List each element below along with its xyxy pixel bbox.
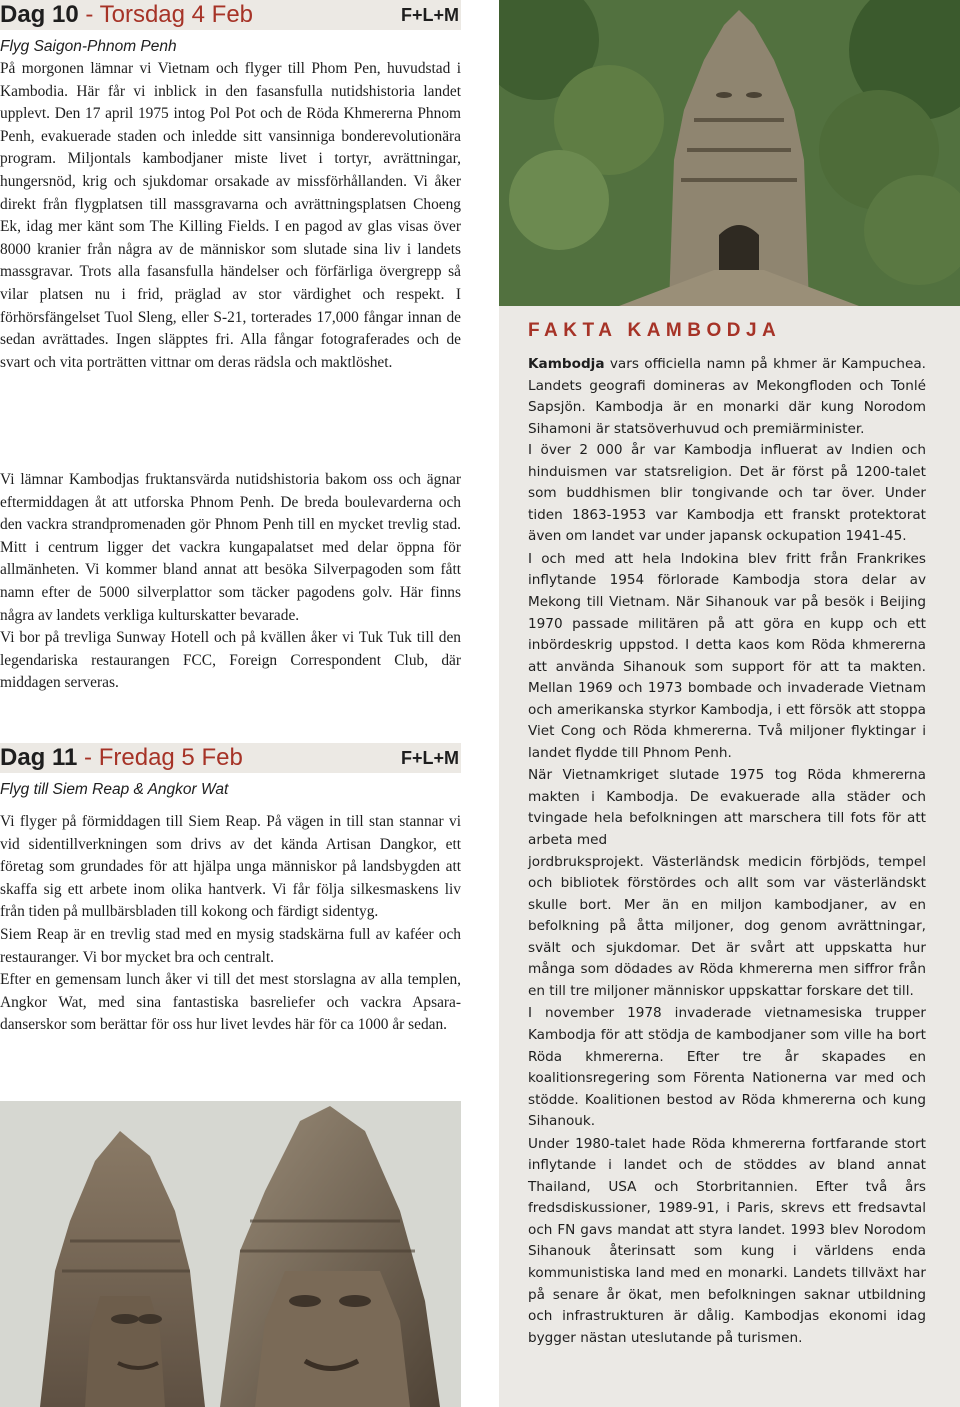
fakta-paragraph-1 <box>528 354 926 440</box>
bayon-faces-illustration <box>0 1101 461 1407</box>
day11-header <box>0 743 461 773</box>
day10-section <box>0 0 461 59</box>
bayon-faces-photo <box>0 1101 461 1407</box>
fakta-title: FAKTA KAMBODJA <box>528 320 782 341</box>
angkor-gate-illustration <box>499 0 960 306</box>
day10-body <box>0 58 461 374</box>
day10-title-number: Dag 10 <box>0 1 79 28</box>
day10-header <box>0 0 461 30</box>
day11-title-number: Dag 11 <box>0 744 78 771</box>
day10-paragraph-3: Vi bor på trevliga Sunway Hotell och på kvällen åker vi Tuk Tuk till den legendariska restaurangen FCC, Foreign Correspondent Club, där middagen serveras. <box>0 629 461 692</box>
day11-paragraph-3: Efter en gemensam lunch åker vi till det mest storslagna av alla templen, Angkor Wat, med sina fantastiska basreliefer och vackra Apsara-danserskor som berättar för oss hur livet levdes här för ca 1000 år sedan. <box>0 971 461 1034</box>
day10-meals: F+L+M <box>400 5 459 25</box>
fakta-box <box>499 306 960 1407</box>
day10-title <box>0 0 253 30</box>
day11-body <box>0 811 461 1037</box>
day10-paragraph-2: Vi lämnar Kambodjas fruktansvärda nutidshistoria bakom oss och ägnar eftermiddagen åt att utforska Phnom Penh. De breda boulevarderna och den vackra strandpromenaden gör Phnom Penh till en mycket trevlig stad. Mitt i centrum ligger det vackra kungapalatset med delar öppna för allmänheten. Vi kommer bland annat att besöka Silverpagoden som fått namn efter de 5000 silverplattor som täcker pagodens golv. Här finns några av landets verkliga kulturskatter bevarade. <box>0 471 461 624</box>
fakta-paragraph-5: jordbruksprojekt. Västerländsk medicin förbjöds, tempel och bibliotek förstördes och allt som var västerländskt skulle bort. Mer än en miljon kambodjaner, av en befolkning på åtta miljoner, dog genom avrättningar, svält och sjukdomar. Det är svårt att uppskatta hur många som dödades av Röda khmererna men siffror från en till tre miljoner människor uppskattar forskare det till. <box>528 853 926 999</box>
day11-subtitle: Flyg till Siem Reap & Angkor Wat <box>0 781 229 798</box>
fakta-paragraph-6: I november 1978 invaderade vietnamesiska trupper Kambodja för att stödja de kambodjaner som ville ha bort Röda khmererna. Efter tre år skapades en koalitionsregering som Förenta Nationerna var med och stödde. Koalitionen bestod av Röda khmererna och kung Sihanouk. <box>528 1005 926 1130</box>
day11-meals: F+L+M <box>400 748 459 768</box>
fakta-paragraph-4: När Vietnamkriget slutade 1975 tog Röda khmererna makten i Kambodja. De evakuerade alla städer och tvingade hela befolkningen att marschera till fots för att arbeta med <box>528 767 926 849</box>
day10-title-date: - Torsdag 4 Feb <box>78 1 254 28</box>
day11-section <box>0 743 461 802</box>
day10-paragraph-1: På morgonen lämnar vi Vietnam och flyger till Phom Pen, huvudstad i Kambodia. Här får vi inblick in den fasansfulla nutidshistoria landet upplevt. Den 17 april 1975 intog Pol Pot och de Röda Khmererna Phnom Penh, evakuerade staden och inledde sitt vansinniga bonderevolutionära program. Miljontals kambodjaner miste livet i tortyr, avrättningar, hungersnöd, krig och sjukdomar orsakade av missförhållanden. Vi åker direkt från flygplatsen till massgravarna och avrättningsplatsen Choeng Ek, idag mer känt som The Killing Fields. I en pagod av glas visas över 8000 kranier från några av de människor som slutade sina liv i landets massgravar. Trots alla fasansfulla händelser och förfärliga övergrepp så vilar platsen nu i frid, präglad av stor värdighet och respekt. I förhörsfängelset Tuol Sleng, eller S-21, torterades 17,000 fångar innan de sedan avrättades. Ingen släpptes fri. Alla fångar fotograferades och de svart och vita porträtten vittnar om deras rädsla och maktlöshet. <box>0 60 461 371</box>
fakta-paragraph-2: I över 2 000 år var Kambodja influerat av Indien och hinduismen var statsreligion. Det är först på 1200-talet som buddhismen blir tongivande och tar över. Under tiden 1863-1953 var Kambodja ett franskt protektorat även om landet var under japansk ockupation 1941-45. <box>528 442 926 545</box>
day11-title-date: - Fredag 5 Feb <box>77 744 243 771</box>
fakta-lead: Kambodja <box>528 356 605 372</box>
day11-paragraph-1: Vi flyger på förmiddagen till Siem Reap. På vägen in till stan stannar vi vid sidentillverkningen som drivs av det kända Artisan Dangkor, ett företag som grundades för att hjälpa unga människor på landsbygden att skaffa sig ett arbete inom olika hantverk. Vi får följa silkesmaskens liv från tiden på mullbärsbladen till kokong och färdigt sidentyg. <box>0 813 461 921</box>
fakta-paragraph-3: I och med att hela Indokina blev fritt från Frankrikes inflytande 1954 förlorade Kambodja stora delar av Mekong till Vietnam. När Sihanouk var på besök i Beijing 1970 passade militären på att göra en kupp och ett inbördeskrig uppstod. I detta kaos kom Röda khmererna att använda Sihanouk som support för att ta makten. Mellan 1969 och 1973 bombade och invaderade Vietnam och amerikanska styrkor Kambodja, i ett försök att stoppa Viet Cong och Röda khmererna. Två miljoner flyktingar i landet flydde till Phnom Penh. <box>528 550 926 761</box>
fakta-paragraph-7: Under 1980-talet hade Röda khmererna fortfarande stort inflytande i landet och de stöddes av bland annat Thailand, USA och Storbritannien. Efter två års fredsdiskussioner, 1989-91, i Paris, skrevs ett fredsavtal och FN gavs mandat att styra landet. 1993 blev Norodom Sihanouk återinsatt som kung i världens enda kommunistiska land med en monarki. Landets tillväxt har på senare år ökat, men befolkningen saknar utbildning och infrastrukturen är dålig. Kambodjas ekonomi idag bygger nästan uteslutande på turismen. <box>528 1135 926 1346</box>
fakta-paragraph-1-text: vars officiella namn på khmer är Kampuchea. Landets geografi domineras av Mekongfloden och Tonlé Sapsjön. Kambodja är en monarki där kung Norodom Sihamoni är statsöverhuvud och premiärminister. <box>528 356 926 437</box>
angkor-gate-photo <box>499 0 960 306</box>
day11-paragraph-2: Siem Reap är en trevlig stad med en mysig stadskärna full av kaféer och restauranger. Vi bor mycket bra och centralt. <box>0 925 461 966</box>
fakta-body <box>528 354 926 1349</box>
day10-body-2 <box>0 469 461 695</box>
day10-subtitle: Flyg Saigon-Phnom Penh <box>0 38 177 55</box>
day11-title <box>0 743 243 773</box>
